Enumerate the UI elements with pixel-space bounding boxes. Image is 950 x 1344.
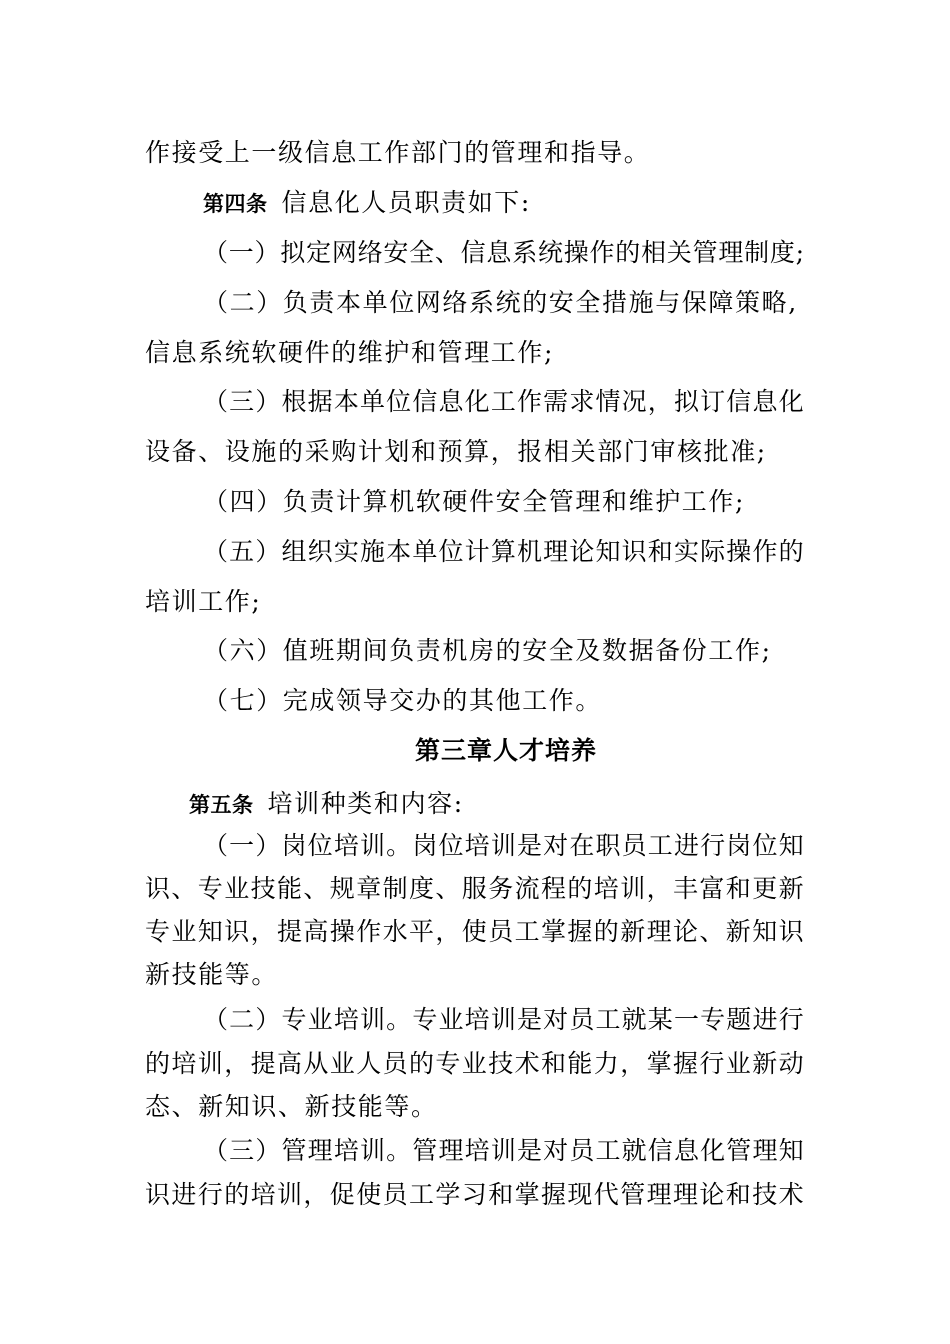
line-text: 的培训，提高从业人员的专业技术和能力，掌握行业新动: [145, 1049, 806, 1078]
line-text: 识、专业技能、规章制度、服务流程的培训，丰富和更新: [145, 874, 806, 903]
paragraph-line: [203, 286, 798, 320]
chapter-title: [415, 734, 597, 768]
paragraph-line: [203, 485, 745, 519]
line-text: （一）岗位培训。岗位培训是对在职员工进行岗位知: [203, 831, 805, 860]
line-text: 培训种类和内容:: [267, 789, 464, 818]
line-text: （七）完成领导交办的其他工作。: [203, 686, 603, 715]
paragraph-line: [145, 1178, 805, 1212]
line-text: （三）根据本单位信息化工作需求情况，拟订信息化: [203, 387, 805, 416]
article-number: 第五条: [189, 793, 254, 817]
line-text: （三）管理培训。管理培训是对员工就信息化管理知: [203, 1136, 805, 1165]
line-text: 培训工作;: [145, 587, 262, 616]
paragraph-line: [203, 1134, 805, 1168]
line-text: 设备、设施的采购计划和预算，报相关部门审核批准;: [145, 437, 767, 466]
paragraph-line: [145, 336, 554, 370]
paragraph-line: [145, 958, 278, 992]
line-text: 识进行的培训，促使员工学习和掌握现代管理理论和技术: [145, 1180, 806, 1209]
line-text: （五）组织实施本单位计算机理论知识和实际操作的: [203, 537, 805, 566]
paragraph-line: [145, 585, 261, 619]
line-text: （一）拟定网络安全、信息系统操作的相关管理制度;: [203, 238, 805, 267]
line-text: 新技能等。: [145, 960, 279, 989]
paragraph-line: [203, 385, 805, 419]
line-text: 作接受上一级信息工作部门的管理和指导。: [145, 138, 651, 167]
paragraph-line: [145, 1047, 805, 1081]
line-text: 态、新知识、新技能等。: [145, 1092, 438, 1121]
paragraph-line: [203, 1003, 805, 1037]
paragraph-line: [145, 1090, 438, 1124]
paragraph-line: [203, 535, 805, 569]
line-text: 信息系统软硬件的维护和管理工作;: [145, 338, 555, 367]
paragraph-line: [203, 684, 602, 718]
line-text: 专业知识，提高操作水平，使员工掌握的新理论、新知识: [145, 917, 806, 946]
paragraph-line: [145, 872, 805, 906]
line-text: （二）专业培训。专业培训是对员工就某一专题进行: [203, 1005, 805, 1034]
line-text: （二）负责本单位网络系统的安全措施与保障策略,: [203, 288, 798, 317]
paragraph-line: [145, 136, 650, 170]
line-text: （六）值班期间负责机房的安全及数据备份工作;: [203, 636, 772, 665]
article-heading-line: [189, 787, 464, 822]
paragraph-line: [203, 236, 805, 270]
paragraph-line: [145, 915, 805, 949]
article-heading-line: [203, 186, 531, 221]
paragraph-line: [203, 634, 772, 668]
paragraph-line: [145, 435, 767, 469]
chapter-text: 第三章人才培养: [415, 736, 598, 765]
article-number: 第四条: [203, 192, 268, 216]
line-text: （四）负责计算机软硬件安全管理和维护工作;: [203, 487, 746, 516]
line-text: 信息化人员职责如下:: [281, 188, 531, 217]
paragraph-line: [203, 829, 805, 863]
